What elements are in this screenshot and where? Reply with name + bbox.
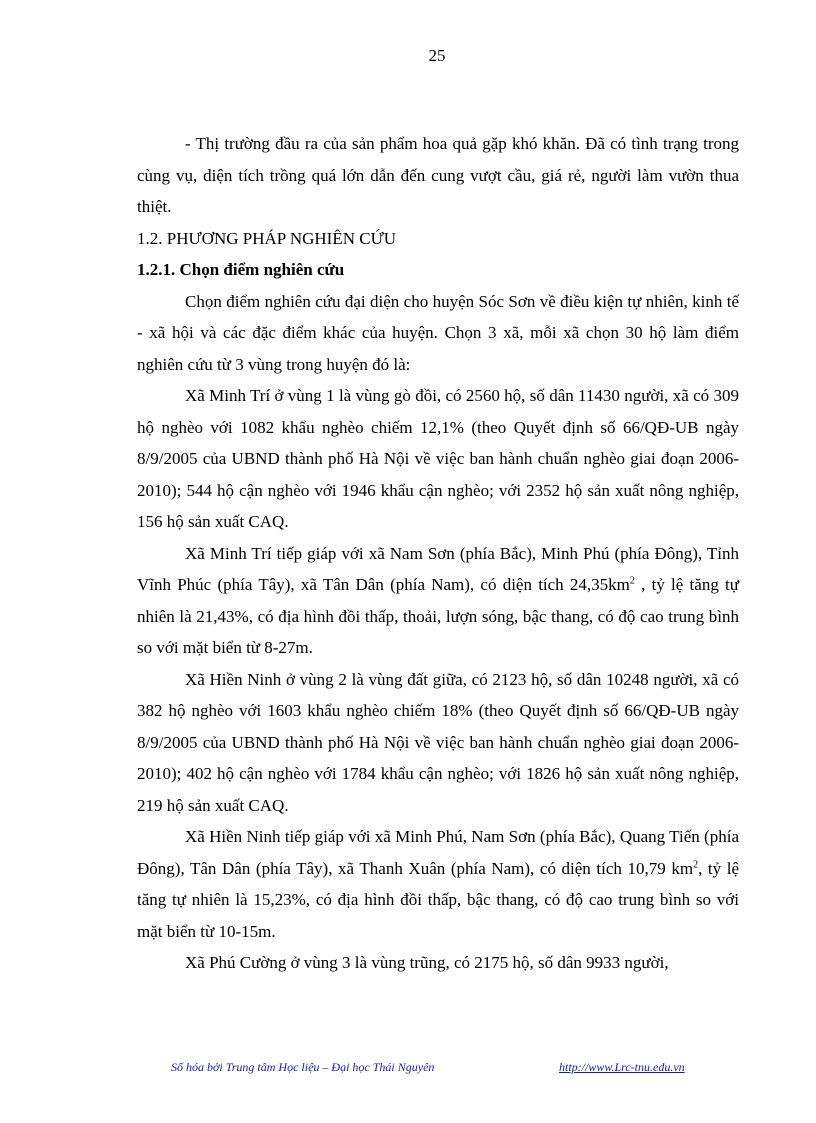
- paragraph-hien-ninh: Xã Hiền Ninh ở vùng 2 là vùng đất giữa, có 2123 hộ, số dân 10248 người, xã có 382 hộ nghèo với 1603 khẩu nghèo chiếm 18% (theo Quyết định số 66/QĐ-UB ngày 8/9/2005 của UBND thành phố Hà Nội về việc ban hành chuẩn nghèo giai đoạn 2006- 2010); 402 hộ cận nghèo với 1784 khẩu cận nghèo; với 1826 hộ sản xuất nông nghiệp, 219 hộ sản xuất CAQ.: [137, 669, 739, 815]
- footer-credit: Số hóa bởi Trung tâm Học liệu – Đại học Thái Nguyên: [171, 1060, 435, 1074]
- paragraph-hien-ninh-borders: [137, 821, 739, 947]
- paragraph-phu-cuong: Xã Phú Cường ở vùng 3 là vùng trũng, có 2175 hộ, số dân 9933 người,: [185, 953, 669, 972]
- paragraph-selection: Chọn điểm nghiên cứu đại diện cho huyện Sóc Sơn về điều kiện tự nhiên, kinh tế - xã hội và các đặc điểm khác của huyện. Chọn 3 xã, mỗi xã chọn 30 hộ làm điểm nghiên cứu từ 3 vùng trong huyện đó là:: [137, 291, 739, 374]
- text-segment: Xã Hiền Ninh tiếp giáp với xã Minh Phú, Nam Sơn (phía Bắc), Quang Tiến (phía Đông), Tân Dân (phía Tây), xã Thanh Xuân (phía Nam), có diện tích 10,79 km: [137, 827, 739, 878]
- section-heading: 1.2. PHƯƠNG PHÁP NGHIÊN CỨU: [137, 228, 397, 248]
- text-segment: , tỷ lệ tăng tự nhiên là 15,23%, có địa hình đồi thấp, bậc thang, có độ cao trung bình so với mặt biển từ 10-15m.: [137, 858, 739, 941]
- paragraph-market: - Thị trường đầu ra của sản phẩm hoa quả gặp khó khăn. Đã có tình trạng trong cùng vụ, diện tích trồng quá lớn dẫn đến cung vượt cầu, giá rẻ, người làm vườn thua thiệt.: [137, 134, 739, 216]
- paragraph-minh-tri: Xã Minh Trí ở vùng 1 là vùng gò đồi, có 2560 hộ, số dân 11430 người, xã có 309 hộ nghèo với 1082 khẩu nghèo chiếm 12,1% (theo Quyết định số 66/QĐ-UB ngày 8/9/2005 của UBND thành phố Hà Nội về việc ban hành chuẩn nghèo giai đoạn 2006- 2010); 544 hộ cận nghèo với 1946 khẩu cận nghèo; với 2352 hộ sản xuất nông nghiệp, 156 hộ sản xuất CAQ.: [137, 386, 739, 531]
- paragraph-minh-tri-borders: [137, 538, 739, 664]
- superscript: 2: [629, 575, 635, 587]
- text-segment: , tỷ lệ tăng tự nhiên là 21,43%, có địa hình đồi thấp, thoải, lượn sóng, bậc thang, có độ cao trung bình so với mặt biển từ 8-27m.: [137, 575, 739, 657]
- superscript: 2: [693, 858, 699, 870]
- page-number: 25: [428, 46, 446, 65]
- document-body: [137, 128, 739, 979]
- subsection-heading: 1.2.1. Chọn điểm nghiên cứu: [137, 260, 345, 279]
- text-segment: Xã Minh Trí tiếp giáp với xã Nam Sơn (phía Bắc), Minh Phú (phía Đông), Tỉnh Vĩnh Phúc (phía Tây), xã Tân Dân (phía Nam), có diện tích 24,35km: [137, 543, 739, 594]
- footer-link[interactable]: http://www.Lrc-tnu.edu.vn: [559, 1060, 685, 1074]
